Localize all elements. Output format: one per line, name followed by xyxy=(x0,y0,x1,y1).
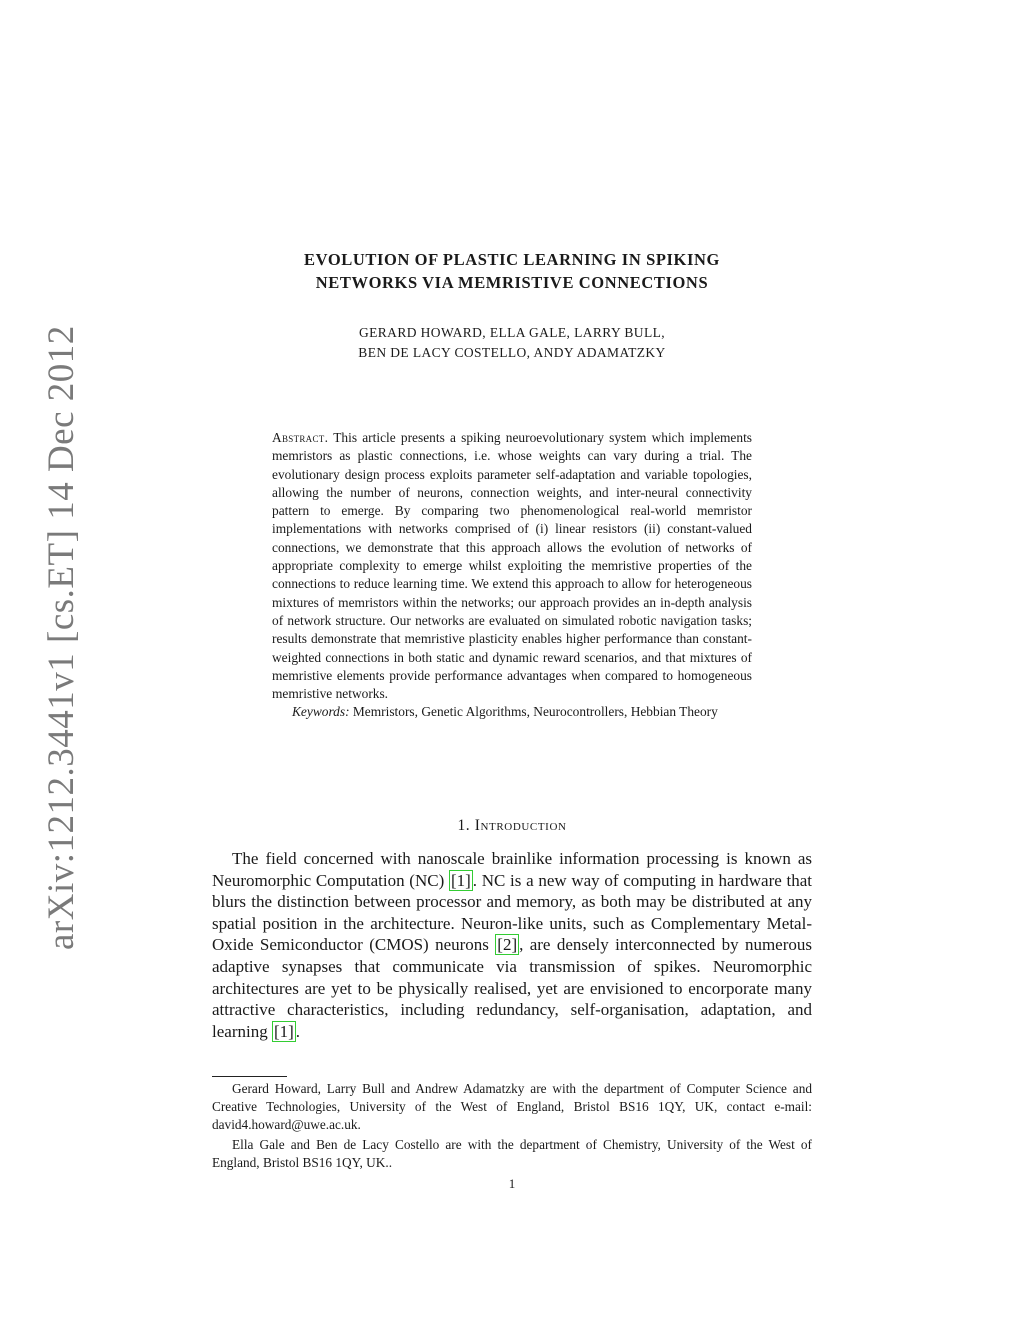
intro-text-1: The field concerned with nanoscale brainlike information processing is known as Neuromorphic Computation (NC) xyxy=(212,849,812,890)
abstract-paragraph xyxy=(272,429,752,703)
intro-text-3: , are densely interconnected by numerous adaptive synapses that communicate via transmission of spikes. Neuromorphic architectures are yet to be physically realised, yet are envisioned to encorporate many attractive characteristics, including redundancy, self-organisation, adaptation, and learning xyxy=(212,935,812,1041)
keywords-text: Memristors, Genetic Algorithms, Neurocontrollers, Hebbian Theory xyxy=(352,704,718,720)
citation-link-1[interactable]: [1] xyxy=(450,870,471,890)
abstract-text: This article presents a spiking neuroevolutionary system which implements memristors as plastic connections, i.e. whose weights can vary during a trial. The evolutionary design process exploits parameter self-adaptation and variable topologies, allowing the number of neurons, connection weights, and inter-neural connectivity pattern to emerge. By comparing two phenomenological real-world memristor implementations with networks comprised of (i) linear resistors (ii) constant-valued connections, we demonstrate that this approach allows the evolution of networks of appropriate complexity to emerge whilst exploiting the memristive properties of the connections to reduce learning time. We extend this approach to allow for heterogeneous mixtures of memristors within the networks; our approach provides an in-depth analysis of network structure. Our networks are evaluated on simulated robotic navigation tasks; results demonstrate that memristive plasticity enables higher performance than constant-weighted connections in both static and dynamic reward scenarios, and that mixtures of memristive elements provide performance advantages when compared to homogeneous memristive networks. xyxy=(272,430,752,702)
arxiv-identifier: arXiv:1212.3441v1 [cs.ET] 14 Dec 2012 xyxy=(41,325,82,950)
citation-link-2[interactable]: [2] xyxy=(497,935,518,955)
title-line-1: EVOLUTION OF PLASTIC LEARNING IN SPIKING xyxy=(304,250,720,269)
keywords-label: Keywords: xyxy=(292,704,350,720)
abstract-heading: Abstract. xyxy=(272,430,329,445)
title-line-2: NETWORKS VIA MEMRISTIVE CONNECTIONS xyxy=(315,273,709,292)
footnote-affiliation-1: Gerard Howard, Larry Bull and Andrew Adamatzky are with the department of Computer Science and Creative Technologies, University of the West of England, Bristol BS16 1QY, UK, contact e-mail: david4.howard@uwe.ac.uk. xyxy=(212,1081,812,1132)
keywords-paragraph xyxy=(272,703,752,721)
intro-text-2: . NC is a new way of computing in hardware that blurs the distinction between processor and memory, as both may be distributed at any spatial position in the architecture. Neuron-like units, such as Complementary Metal-Oxide Semiconductor (CMOS) neurons xyxy=(212,870,812,955)
authors-line-2: BEN DE LACY COSTELLO, ANDY ADAMATZKY xyxy=(358,345,666,360)
introduction-paragraph xyxy=(212,848,812,1042)
footnote-rule xyxy=(212,1076,287,1077)
citation-link-3[interactable]: [1] xyxy=(273,1021,294,1041)
abstract-block xyxy=(272,429,752,722)
intro-text-4: . xyxy=(295,1021,301,1041)
page-number: 1 xyxy=(508,1176,516,1191)
footnote-affiliation-2: Ella Gale and Ben de Lacy Costello are with the department of Chemistry, University of the West of England, Bristol BS16 1QY, UK.. xyxy=(212,1137,812,1170)
author-list xyxy=(212,323,812,363)
section-heading-introduction: 1. Introduction xyxy=(457,817,567,834)
authors-line-1: GERARD HOWARD, ELLA GALE, LARRY BULL, xyxy=(358,325,666,340)
paper-title xyxy=(212,248,812,294)
arxiv-sidebar-stamp xyxy=(0,325,82,950)
